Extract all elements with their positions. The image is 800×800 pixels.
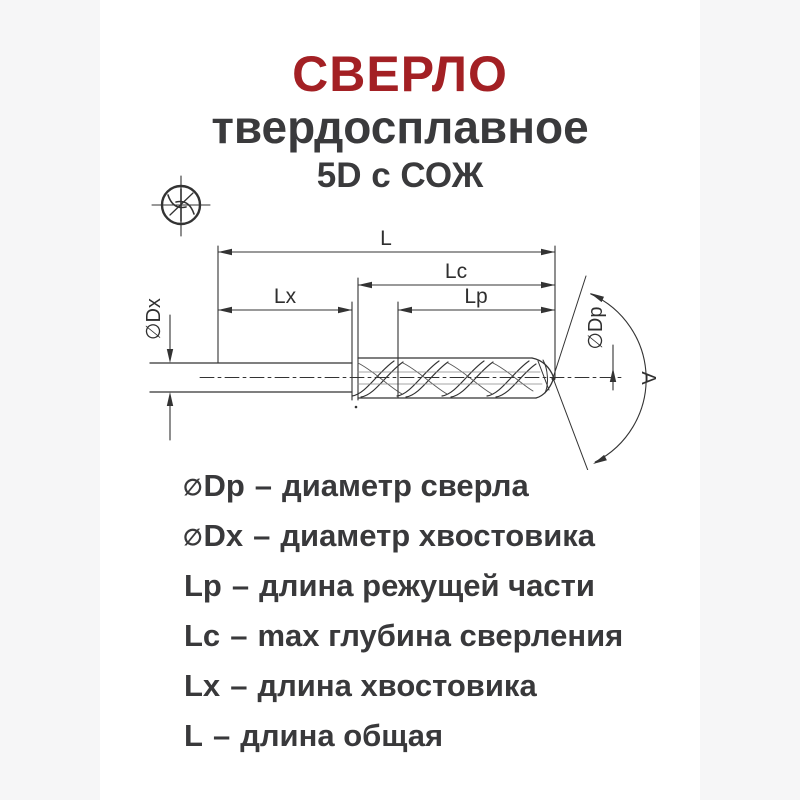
legend-symbol: ∅Dp — [183, 468, 245, 503]
diameter-icon: ∅ — [183, 474, 203, 500]
legend-dash: – — [253, 518, 271, 553]
legend-desc: диаметр хвостовика — [280, 518, 596, 553]
drill-end-view-icon — [152, 176, 210, 236]
legend-dash: – — [212, 718, 231, 753]
legend-desc: max глубина сверления — [257, 618, 624, 653]
legend-symbol: L — [184, 718, 203, 753]
legend-desc: длина режущей части — [259, 568, 595, 603]
dim-label-Lc: Lc — [444, 260, 468, 283]
dim-label-Lp: Lp — [464, 285, 488, 308]
dim-label-Dx: ∅Dx — [143, 298, 165, 340]
legend-item-dp — [183, 468, 703, 502]
page-title: СВЕРЛО — [292, 46, 508, 102]
legend-dash: – — [254, 468, 273, 503]
legend-dash: – — [231, 568, 250, 603]
legend-symbol: Lx — [184, 668, 221, 703]
legend — [183, 468, 703, 768]
legend-item-dx — [183, 518, 703, 552]
legend-item-lp — [183, 568, 703, 602]
subtitle: твердосплавное — [211, 101, 589, 153]
subtitle-spec: 5D с СОЖ — [316, 156, 484, 195]
flute-spirals — [352, 361, 542, 397]
dim-label-Lx: Lx — [273, 285, 297, 308]
drill-technical-drawing — [100, 170, 700, 470]
legend-symbol: Lp — [184, 568, 222, 603]
drill-body — [150, 278, 556, 408]
legend-dash: – — [230, 668, 248, 703]
legend-desc: длина общая — [240, 718, 444, 753]
legend-dash: – — [230, 618, 248, 653]
diameter-icon: ∅ — [183, 524, 203, 550]
legend-item-l — [183, 718, 703, 752]
legend-desc: длина хвостовика — [257, 668, 537, 703]
dim-label-Dp: ∅Dp — [585, 306, 607, 350]
dim-label-A: A — [637, 371, 659, 385]
legend-desc: диаметр сверла — [282, 468, 529, 503]
legend-symbol: ∅Dx — [183, 518, 244, 553]
dimension-arrows — [167, 249, 616, 464]
legend-item-lx — [183, 668, 703, 702]
legend-symbol: Lc — [184, 618, 221, 653]
legend-item-lc — [183, 618, 703, 652]
dim-label-L: L — [380, 227, 392, 250]
